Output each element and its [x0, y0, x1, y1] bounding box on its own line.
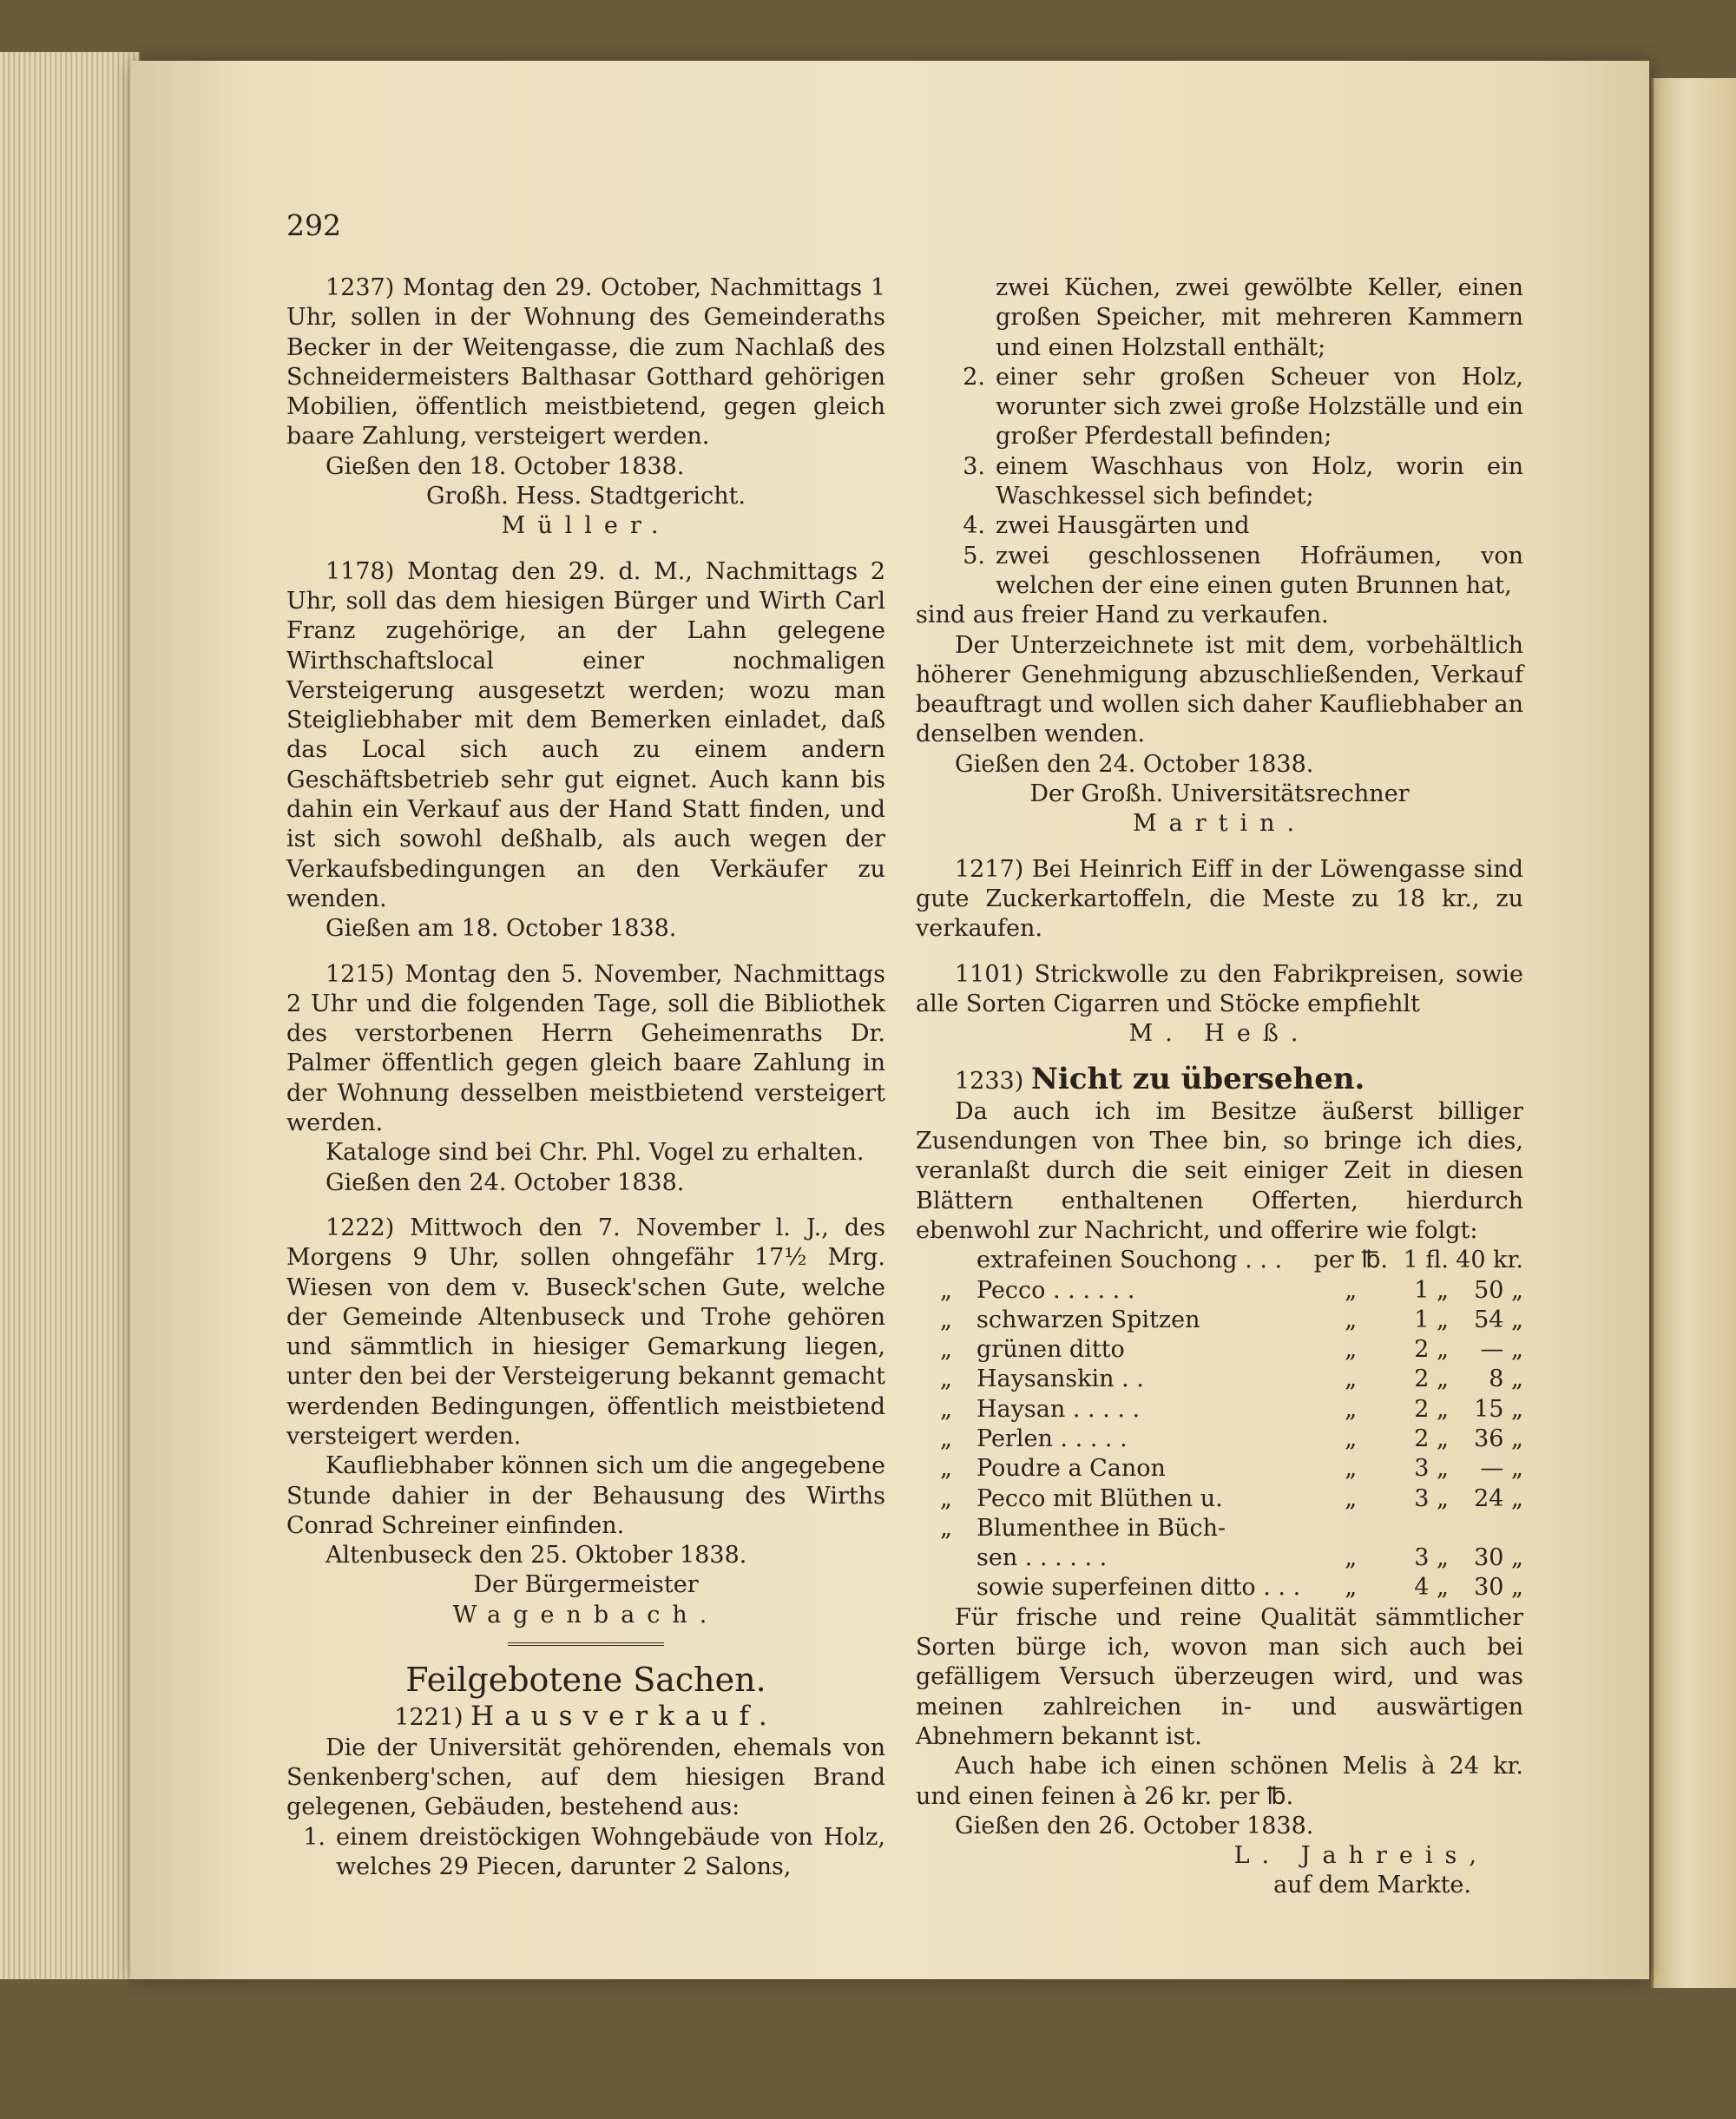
- book-page-edges-left: [0, 52, 141, 1979]
- book-page-edges-right: [1651, 78, 1736, 1988]
- notice-1221-title: Hausverkauf.: [470, 1701, 778, 1733]
- tea-florin: 2 „: [1414, 1336, 1449, 1364]
- table-row: [916, 1514, 1523, 1543]
- tea-per: „: [1345, 1425, 1358, 1452]
- tea-name: Pecco mit Blüthen u.: [976, 1484, 1223, 1512]
- tea-florin: 3 „: [1414, 1455, 1449, 1483]
- left-column: [286, 273, 885, 1882]
- table-row: [916, 1543, 1523, 1573]
- tea-per: „: [1345, 1336, 1358, 1364]
- tea-kreuzer: 30 „: [1474, 1574, 1523, 1602]
- tea-quote-mark: [916, 1573, 976, 1602]
- list-item-text: zwei geschlossenen Hofräumen, von welchen der eine einen guten Brunnen hat,: [996, 542, 1523, 599]
- notice-1233-quality: Für frische und reine Qualität sämmtlicher Sorten bürge ich, wovon man sich auch bei gefälligem Versuch überzeugen wird, und was meinen zahlreichen in- und auswärtigen Abnehmern bekannt ist.: [916, 1603, 1523, 1750]
- tea-per: „: [1345, 1306, 1358, 1333]
- notice-1233-melis: Auch habe ich einen schönen Melis à 24 kr. und einen feinen à 26 kr. per ℔.: [916, 1753, 1523, 1810]
- tea-name: schwarzen Spitzen: [976, 1306, 1200, 1333]
- notice-1233-place: auf dem Markte.: [1273, 1872, 1471, 1899]
- tea-quote-mark: „: [940, 1306, 952, 1333]
- notice-1233-title: Nicht zu übersehen.: [1030, 1062, 1365, 1097]
- tea-per: „: [1345, 1276, 1358, 1304]
- tea-quote-mark: „: [940, 1455, 952, 1483]
- list-item-number: 3.: [963, 452, 985, 480]
- section-divider: [508, 1642, 664, 1646]
- table-row: [916, 1395, 1523, 1425]
- notice-1233-date: Gießen den 26. October 1838.: [955, 1812, 1314, 1839]
- table-row: [916, 1454, 1523, 1484]
- tea-name: sen . . . . . .: [976, 1544, 1108, 1572]
- tea-name: Haysan . . . . .: [976, 1395, 1141, 1423]
- list-item: [916, 511, 1523, 541]
- tea-per: „: [1345, 1366, 1358, 1393]
- tea-florin: 2 „: [1414, 1395, 1449, 1423]
- tea-per: per ℔.: [1313, 1247, 1388, 1274]
- tea-quote-mark: „: [940, 1514, 952, 1542]
- tea-price-table: [916, 1246, 1523, 1603]
- notice-1222-signature: Wagenbach.: [452, 1601, 720, 1629]
- tea-florin: 4 „: [1414, 1574, 1449, 1602]
- right-column: [916, 273, 1523, 1901]
- notice-1233-number: 1233): [955, 1068, 1024, 1096]
- tea-per: „: [1345, 1544, 1358, 1572]
- table-row: [916, 1573, 1523, 1602]
- tea-quote-mark: „: [940, 1276, 952, 1304]
- tea-kreuzer: 30 „: [1474, 1544, 1523, 1572]
- table-row: [916, 1484, 1523, 1514]
- tea-name: grünen ditto: [976, 1336, 1125, 1364]
- notice-1221-signed-text: Der Unterzeichnete ist mit dem, vorbehältlich höherer Genehmigung abzuschließenden, Verkauf beauftragt und wollen sich daher Kaufliebhaber an denselben wenden.: [916, 631, 1523, 748]
- list-item-text: zwei Hausgärten und: [996, 512, 1250, 540]
- tea-kreuzer: 8 „: [1489, 1366, 1523, 1393]
- notice-1237-signature: Müller.: [501, 512, 671, 540]
- notice-1221-sale: sind aus freier Hand zu verkaufen.: [916, 602, 1329, 629]
- tea-quote-mark: [916, 1543, 976, 1573]
- tea-per: „: [1345, 1484, 1358, 1512]
- list-item: [916, 542, 1523, 602]
- notice-1237: 1237) Montag den 29. October, Nachmittags 1 Uhr, sollen in der Wohnung des Gemeinderaths Becker in der Weitengasse, die zum Nachlaß des Schneidermeisters Balthasar Gotthard gehörigen Mobilien, öffentlich meistbietend, gegen gleich baare Zahlung, versteigert werden.: [286, 274, 885, 451]
- tea-kreuzer: — „: [1480, 1336, 1523, 1364]
- tea-quote-mark: „: [940, 1395, 952, 1423]
- tea-name: Pecco . . . . . .: [976, 1276, 1135, 1304]
- list-item: [916, 363, 1523, 452]
- tea-name: extrafeinen Souchong . . .: [976, 1247, 1283, 1274]
- table-row: [916, 1335, 1523, 1365]
- notice-1215-catalog: Kataloge sind bei Chr. Phl. Vogel zu erhalten.: [326, 1139, 865, 1167]
- tea-kreuzer: — „: [1480, 1455, 1523, 1483]
- list-item-text: einem dreistöckigen Wohngebäude von Holz, welches 29 Piecen, darunter 2 Salons,: [336, 1823, 885, 1880]
- tea-florin: 3 „: [1414, 1484, 1449, 1512]
- tea-name: sowie superfeinen ditto . . .: [976, 1574, 1301, 1602]
- tea-florin: 1 „: [1414, 1306, 1449, 1333]
- list-item-number: 2.: [963, 363, 985, 391]
- tea-name: Haysanskin . .: [976, 1366, 1144, 1393]
- tea-kreuzer: 54 „: [1474, 1306, 1523, 1333]
- list-item-number: 5.: [963, 542, 985, 569]
- tea-quote-mark: „: [940, 1366, 952, 1393]
- tea-quote-mark: [916, 1246, 976, 1275]
- notice-1217: 1217) Bei Heinrich Eiff in der Löwengasse sind gute Zuckerkartoffeln, die Meste zu 18 kr., zu verkaufen.: [916, 855, 1523, 943]
- tea-florin: 2 „: [1414, 1366, 1449, 1393]
- table-row: [916, 1425, 1523, 1454]
- list-item-number: 1.: [303, 1823, 326, 1851]
- tea-florin: [1388, 1514, 1454, 1543]
- list-item: [916, 452, 1523, 512]
- tea-quote-mark: „: [940, 1336, 952, 1364]
- tea-florin: 1 fl.: [1403, 1247, 1449, 1274]
- table-row: [916, 1246, 1523, 1275]
- notice-1237-court: Großh. Hess. Stadtgericht.: [425, 483, 746, 510]
- notice-1233-signature: L. Jahreis,: [1233, 1842, 1489, 1870]
- list-item-text: einer sehr großen Scheuer von Holz, worunter sich zwei große Holzställe und ein großer Pferdestall befinden;: [996, 363, 1523, 451]
- notice-1221-number: 1221): [394, 1704, 464, 1732]
- tea-florin: 3 „: [1414, 1544, 1449, 1572]
- page-number: 292: [286, 208, 341, 242]
- notice-1178: 1178) Montag den 29. d. M., Nachmittags 2 Uhr, soll das dem hiesigen Bürger und Wirth Carl Franz zugehörige, an der Lahn gelegene Wirthschaftslocal einer nochmaligen Versteigerung ausgesetzt werden; wozu man Steigliebhaber mit dem Bemerken einladet, daß das Local sich auch zu einem andern Geschäftsbetrieb sehr gut eignet. Auch kann bis dahin ein Verkauf aus der Hand Statt finden, und ist sich sowohl deßhalb, als auch wegen der Verkaufsbedingungen an den Verkäufer zu wenden.: [286, 557, 885, 912]
- tea-per: [1314, 1514, 1388, 1543]
- tea-kreuzer: [1454, 1514, 1523, 1543]
- tea-quote-mark: „: [940, 1425, 952, 1452]
- tea-kreuzer: 15 „: [1474, 1395, 1523, 1423]
- notice-1101: 1101) Strickwolle zu den Fabrikpreisen, sowie alle Sorten Cigarren und Stöcke empfiehlt: [916, 960, 1523, 1017]
- notice-1222-date: Altenbuseck den 25. Oktober 1838.: [326, 1542, 747, 1570]
- tea-per: „: [1345, 1574, 1358, 1602]
- notice-1221-signature: Martin.: [1132, 810, 1307, 838]
- table-row: [916, 1365, 1523, 1394]
- notice-1178-date: Gießen am 18. October 1838.: [326, 915, 677, 943]
- tea-kreuzer: 50 „: [1474, 1276, 1523, 1304]
- notice-1215-date: Gießen den 24. October 1838.: [326, 1168, 685, 1196]
- table-row: [916, 1276, 1523, 1306]
- tea-quote-mark: „: [940, 1484, 952, 1512]
- tea-kreuzer: 24 „: [1474, 1484, 1523, 1512]
- notice-1233-intro: Da auch ich im Besitze äußerst billiger Zusendungen von Thee bin, so bringe ich dies, veranlaßt durch die seit einiger Zeit in diesen Blättern enthaltenen Offerten, hierdurch ebenwohl zur Nachricht, und offerire wie folgt:: [916, 1097, 1523, 1244]
- tea-name: Poudre a Canon: [976, 1455, 1166, 1483]
- notice-1221-continued: zwei Küchen, zwei gewölbte Keller, einen großen Speicher, mit mehreren Kammern und einen Holzstall enthält;: [996, 274, 1523, 361]
- tea-florin: 1 „: [1414, 1276, 1449, 1304]
- tea-name: Blumenthee in Büch-: [976, 1514, 1226, 1542]
- tea-kreuzer: 40 kr.: [1456, 1247, 1523, 1274]
- notice-1101-signature: M. Heß.: [1128, 1020, 1311, 1048]
- tea-name: Perlen . . . . .: [976, 1425, 1128, 1452]
- notice-1222-buyers: Kaufliebhaber können sich um die angegebene Stunde dahier in der Behausung des Wirths Conrad Schreiner einfinden.: [286, 1452, 885, 1539]
- notice-1221-intro: Die der Universität gehörenden, ehemals von Senkenberg'schen, auf dem hiesigen Brand gelegenen, Gebäuden, bestehend aus:: [286, 1734, 885, 1821]
- tea-per: „: [1345, 1455, 1358, 1483]
- table-row: [916, 1306, 1523, 1335]
- notice-1221-officer: Der Großh. Universitätsrechner: [1029, 780, 1410, 808]
- tea-per: „: [1345, 1395, 1358, 1423]
- section-heading: Feilgebotene Sachen.: [405, 1661, 766, 1700]
- list-item-text: einem Waschhaus von Holz, worin ein Waschkessel sich befindet;: [996, 452, 1523, 510]
- tea-florin: 2 „: [1414, 1425, 1449, 1452]
- notice-1221-date: Gießen den 24. October 1838.: [955, 750, 1314, 778]
- tea-kreuzer: 36 „: [1474, 1425, 1523, 1452]
- notice-1215: 1215) Montag den 5. November, Nachmittags 2 Uhr und die folgenden Tage, soll die Bibliothek des verstorbenen Herrn Geheimenraths Dr. Palmer öffentlich gegen gleich baare Zahlung in der Wohnung desselben meistbietend versteigert werden.: [286, 960, 885, 1137]
- notice-1237-date: Gießen den 18. October 1838.: [326, 452, 685, 480]
- notice-1222: 1222) Mittwoch den 7. November l. J., des Morgens 9 Uhr, sollen ohngefähr 17½ Mrg. Wiesen von dem v. Buseck'schen Gute, welche der Gemeinde Altenbuseck und Trohe gehören und sämmtlich in hiesiger Gemarkung liegen, unter den bei der Versteigerung bekannt gemacht werdenden Bedingungen, öffentlich meistbietend versteigert werden.: [286, 1214, 885, 1450]
- notice-1222-mayor: Der Bürgermeister: [473, 1571, 699, 1599]
- list-item-number: 4.: [963, 512, 985, 540]
- list-item: [286, 1823, 885, 1883]
